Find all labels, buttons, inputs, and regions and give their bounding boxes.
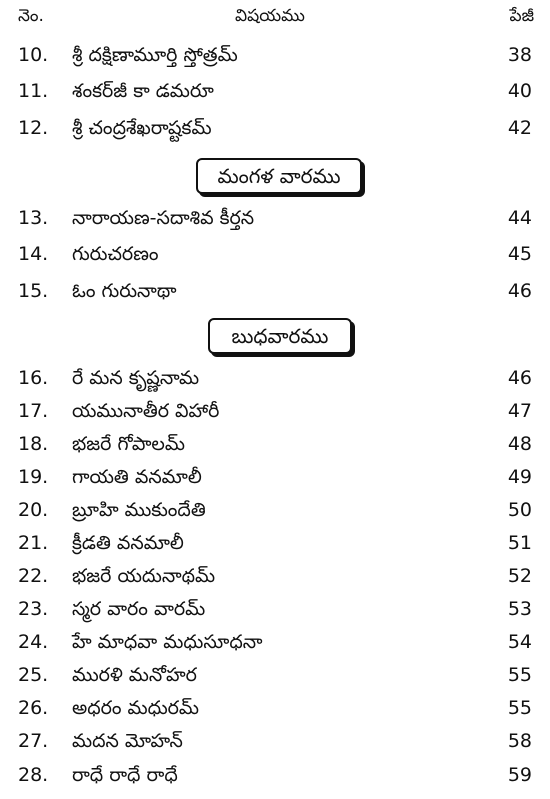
item-page: 55 bbox=[507, 697, 532, 719]
item-title: నారాయణ-సదాశివ కీర్తన bbox=[72, 207, 255, 229]
list-item bbox=[0, 532, 550, 562]
item-page: 45 bbox=[507, 243, 532, 265]
item-title: శంకర్‌జీ కా డమరూ bbox=[72, 80, 214, 102]
item-page: 44 bbox=[507, 207, 532, 229]
item-number: 12. bbox=[18, 117, 49, 139]
item-page: 46 bbox=[507, 280, 532, 302]
item-number: 28. bbox=[18, 764, 49, 786]
item-title: శ్రీ చంద్రశేఖరాష్టకమ్ bbox=[72, 117, 212, 139]
item-number: 26. bbox=[18, 697, 49, 719]
list-item bbox=[0, 44, 550, 74]
list-item bbox=[0, 433, 550, 463]
list-item bbox=[0, 367, 550, 397]
item-page: 49 bbox=[507, 466, 532, 488]
item-title: గురుచరణం bbox=[72, 243, 159, 265]
item-title: స్మర వారం వారమ్ bbox=[72, 598, 206, 620]
item-title: యమునాతీర విహారీ bbox=[72, 400, 220, 422]
header-title: విషయము bbox=[235, 6, 305, 26]
item-page: 51 bbox=[507, 532, 532, 554]
item-number: 17. bbox=[18, 400, 49, 422]
item-title: బ్రూహి ముకుందేతి bbox=[72, 499, 206, 521]
item-title: భజరే గోపాలమ్ bbox=[72, 433, 185, 455]
item-number: 18. bbox=[18, 433, 49, 455]
item-number: 15. bbox=[18, 280, 49, 302]
section-title-box: మంగళ వారము bbox=[196, 158, 362, 194]
item-title: అధరం మధురమ్ bbox=[72, 697, 200, 719]
header-page: పేజీ bbox=[509, 6, 534, 26]
item-number: 23. bbox=[18, 598, 49, 620]
list-item bbox=[0, 117, 550, 147]
item-title: క్రీడతి వనమాలీ bbox=[72, 532, 184, 554]
item-title: రే మన కృష్ణనామ bbox=[72, 367, 200, 389]
item-page: 53 bbox=[507, 598, 532, 620]
list-item bbox=[0, 697, 550, 727]
item-number: 21. bbox=[18, 532, 49, 554]
item-page: 55 bbox=[507, 664, 532, 686]
list-item bbox=[0, 243, 550, 273]
item-page: 42 bbox=[507, 117, 532, 139]
list-item bbox=[0, 631, 550, 661]
item-number: 22. bbox=[18, 565, 49, 587]
item-page: 50 bbox=[507, 499, 532, 521]
list-item bbox=[0, 598, 550, 628]
header-number: నెం. bbox=[18, 6, 44, 26]
item-title: గాయతి వనమాలీ bbox=[72, 466, 202, 488]
item-number: 13. bbox=[18, 207, 49, 229]
list-item bbox=[0, 207, 550, 237]
list-item bbox=[0, 280, 550, 310]
item-title: రాధే రాధే రాధే bbox=[72, 764, 178, 786]
item-page: 59 bbox=[507, 764, 532, 786]
item-page: 47 bbox=[507, 400, 532, 422]
item-title: మదన మోహన్ bbox=[72, 730, 183, 752]
item-number: 10. bbox=[18, 44, 49, 66]
item-page: 38 bbox=[507, 44, 532, 66]
item-page: 58 bbox=[507, 730, 532, 752]
item-page: 48 bbox=[507, 433, 532, 455]
list-item bbox=[0, 730, 550, 760]
item-page: 40 bbox=[507, 80, 532, 102]
item-number: 19. bbox=[18, 466, 49, 488]
item-number: 20. bbox=[18, 499, 49, 521]
item-title: శ్రీ దక్షిణామూర్తి స్తోత్రమ్ bbox=[72, 44, 238, 66]
item-number: 14. bbox=[18, 243, 49, 265]
list-item bbox=[0, 664, 550, 694]
list-item bbox=[0, 764, 550, 794]
item-page: 52 bbox=[507, 565, 532, 587]
item-page: 46 bbox=[507, 367, 532, 389]
list-item bbox=[0, 565, 550, 595]
item-number: 11. bbox=[18, 80, 49, 102]
item-number: 27. bbox=[18, 730, 49, 752]
list-item bbox=[0, 466, 550, 496]
list-item bbox=[0, 80, 550, 110]
item-page: 54 bbox=[507, 631, 532, 653]
section-title-box: బుధవారము bbox=[208, 318, 352, 354]
item-title: ఓం గురునాథా bbox=[72, 280, 177, 302]
item-number: 25. bbox=[18, 664, 49, 686]
section-heading-wednesday bbox=[0, 318, 550, 354]
section-heading-tuesday bbox=[0, 158, 550, 194]
item-title: హే మాధవా మధుసూధనా bbox=[72, 631, 263, 653]
item-number: 16. bbox=[18, 367, 49, 389]
item-title: మురళి మనోహర bbox=[72, 664, 197, 686]
item-title: భజరే యదునాథమ్ bbox=[72, 565, 216, 587]
table-header bbox=[0, 6, 550, 34]
item-number: 24. bbox=[18, 631, 49, 653]
list-item bbox=[0, 499, 550, 529]
list-item bbox=[0, 400, 550, 430]
